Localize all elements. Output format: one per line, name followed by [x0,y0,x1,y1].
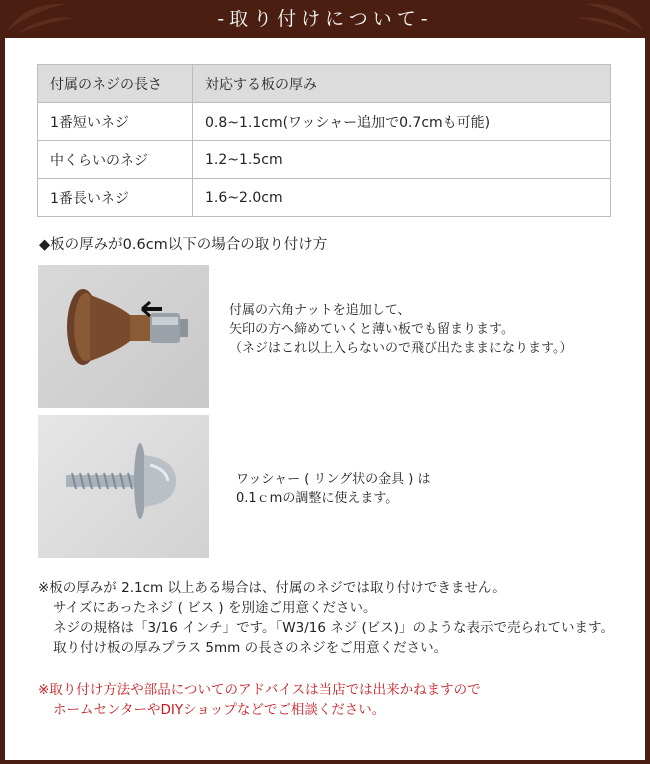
thickness-notes [38,578,614,658]
table-row [38,103,611,141]
note-line: 矢印の方へ締めていくと薄い板でも留まります。 [229,322,514,337]
advice-line: ※取り付け方法や部品についてのアドバイスは当店では出来かねますので [38,682,481,698]
note-line: サイズにあったネジ ( ビス ) を別途ご用意ください。 [53,600,377,616]
advice-line: ホームセンターやDIYショップなどでご相談ください。 [53,702,386,718]
note-line: ネジの規格は「3/16 インチ」です。「W3/16 ネジ (ビス)」のような表示で売られています。 [53,620,614,636]
table-cell: 中くらいのネジ [38,141,193,179]
table-header-cell: 対応する板の厚み [193,65,611,103]
section-heading: ◆板の厚みが0.6cm以下の場合の取り付け方 [39,237,328,253]
table-cell: 1.6~2.0cm [193,179,611,217]
table-header-cell: 付属のネジの長さ [38,65,193,103]
note-line: （ネジはこれ以上入らないので飛び出たままになります。） [229,341,573,356]
table-cell: 1番長いネジ [38,179,193,217]
note-line: 取り付け板の厚みプラス 5mm の長さのネジをご用意ください。 [53,640,448,656]
advice-warning [38,680,481,720]
note-line: 付属の六角ナットを追加して、 [229,303,411,318]
screw-spec-table [37,64,611,217]
note-line: ワッシャー ( リング状の金具 ) は [236,472,431,487]
table-cell: 1.2~1.5cm [193,141,611,179]
table-header-row [38,65,611,103]
table-row [38,141,611,179]
note-line: 0.1ｃmの調整に使えます。 [236,491,399,506]
table-row [38,179,611,217]
content-panel [5,38,645,760]
page-title: -取り付けについて- [217,8,433,30]
nut-instruction-note [229,301,572,358]
note-line: ※板の厚みが 2.1cm 以上ある場合は、付属のネジでは取り付けできません。 [38,580,506,596]
table-cell: 0.8~1.1cm(ワッシャー追加で0.7cmも可能) [193,103,611,141]
screw-washer-photo [38,415,209,558]
knob-with-nut-photo [38,265,209,408]
washer-instruction-note [236,470,431,508]
table-cell: 1番短いネジ [38,103,193,141]
